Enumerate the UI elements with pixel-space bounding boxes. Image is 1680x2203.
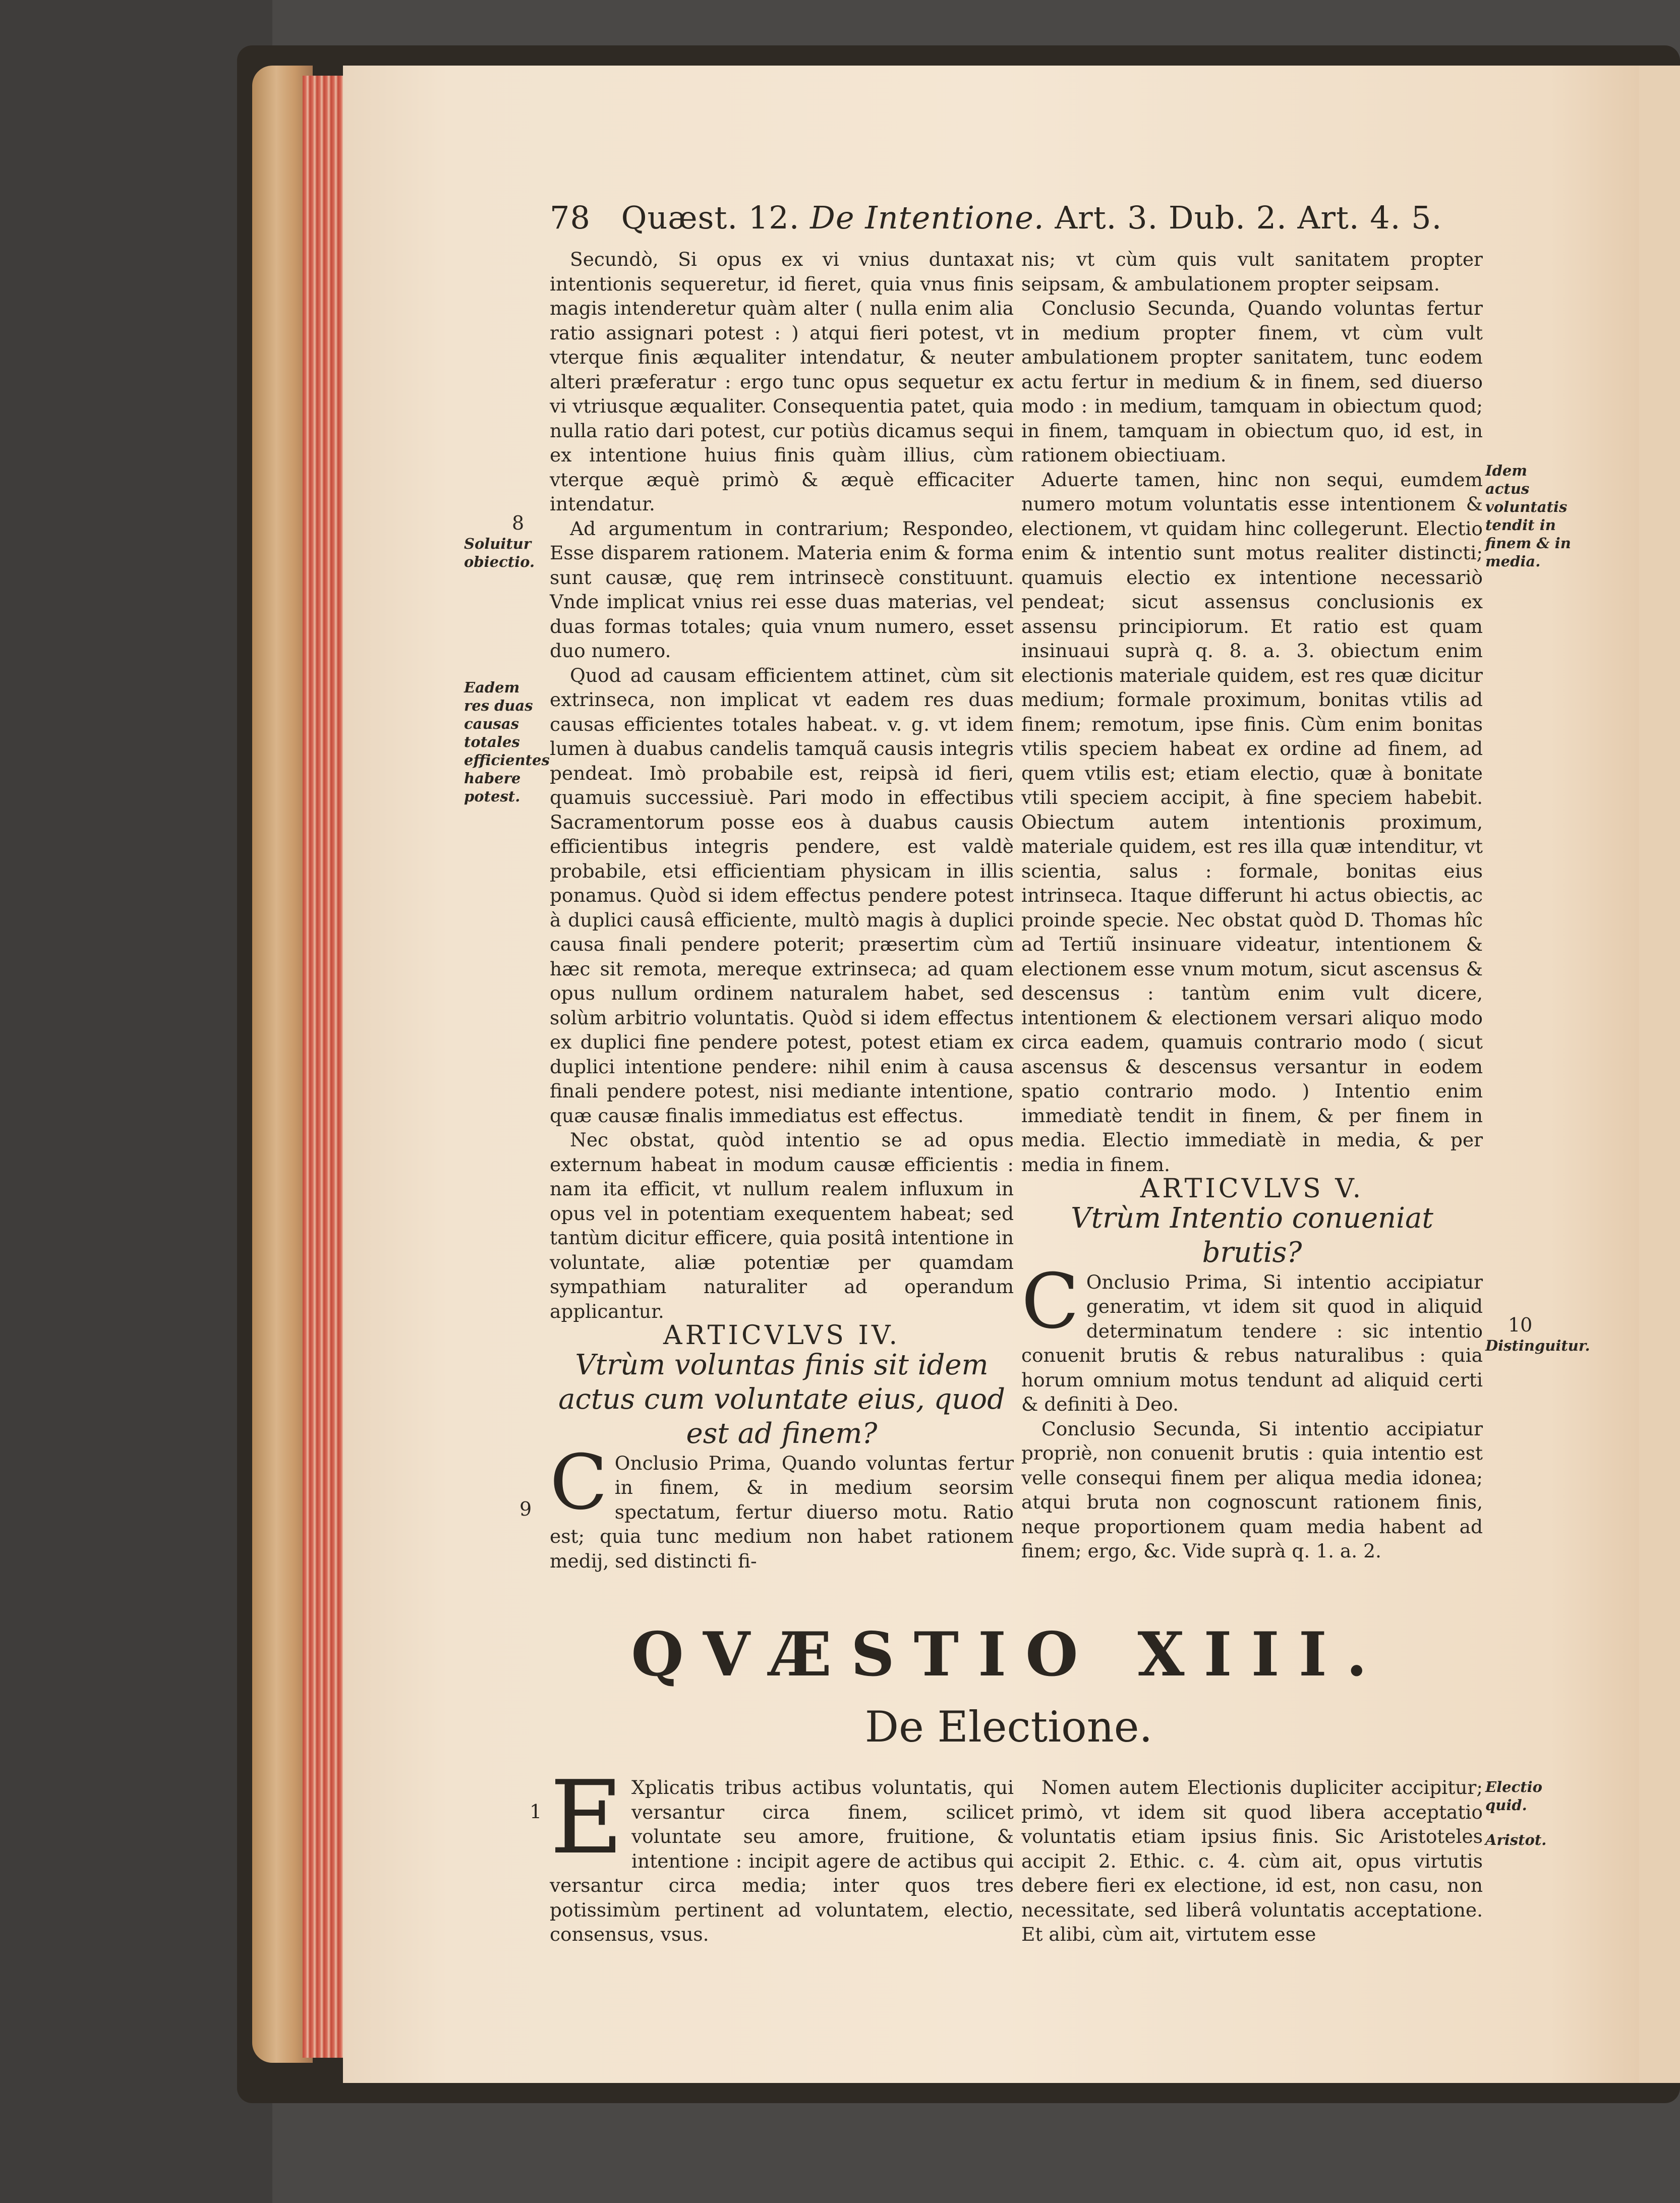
article-5-text: Onclusio Prima, Si intentio accipiatur generatim, vt idem sit quod in aliquid determinatum tendere : sic intentio conuenit brutis & rebus naturalibus : quia horum omnium motus tendunt ad aliquid certi & definiti à Deo. <box>1021 1270 1483 1415</box>
paragraph: Nomen autem Electionis dupliciter accipitur; primò, vt idem sit quod libera acceptatio voluntatis etiam ipsius finis. Sic Aristoteles accipit 2. Ethic. c. 4. cùm ait, opus virtutis debere fieri ex electione, id est, non casu, non necessitate, sed liberâ voluntatis acceptatione. Et alibi, cùm ait, virtutem esse <box>1021 1776 1483 1945</box>
article-5-question: Vtrùm Intentio conueniat brutis? <box>1071 1201 1433 1269</box>
drop-cap: C <box>1021 1257 1079 1346</box>
paragraph: Secundò, Si opus ex vi vnius duntaxat intentionis sequeretur, id fieret, quia vnus finis magis intenderetur quàm alter ( nulla enim alia ratio assignari potest : ) atqui fieri potest, vt vterque finis æqualiter intendatur, & neuter alteri præferatur : ergo tunc opus sequetur ex vi vtriusque æqualiter. Consequentia patet, quia nulla ratio dari potest, cur potiùs dicamus sequi ex intentione huius finis quàm illius, cùm vterque æquè primò & æquè efficaciter intendatur. <box>550 248 1014 515</box>
left-column <box>550 247 1014 1573</box>
article-4-text: Onclusio Prima, Quando voluntas fertur in finem, & in medium seorsim spectatum, fertur diuerso motu. Ratio est; quia tunc medium non habet rationem medij, sed distincti fi- <box>550 1452 1014 1572</box>
question-13-left-column <box>550 1759 1014 1947</box>
margin-note-eadem-res: Eadem res duas causas totales efficientes habere potest. <box>464 679 550 805</box>
paragraph: Nec obstat, quòd intentio se ad opus externum habeat in modum causæ efficientis : nam ita efficit, vt nullum realem influxum in opus vel in potentiam exequentem habeat; sed tantùm dicitur efficere, quia positâ intentione in voluntate, aliæ potentiæ per quamdam sympathiam naturaliter ad operandum applicantur. <box>550 1129 1014 1322</box>
article-5-conclusion-1 <box>1021 1257 1483 1417</box>
article-5-conclusion-2: Conclusio Secunda, Si intentio accipiatur propriè, non conuenit brutis : quia intentio est velle consequi finem per aliqua media idonea; atqui bruta non cognoscunt rationem finis, neque proportionem quam media habent ad finem; ergo, &c. Vide suprà q. 1. a. 2. <box>1021 1417 1483 1562</box>
page-number: 78 <box>550 199 591 236</box>
header-topic: De Intentione. <box>810 199 1045 236</box>
margin-note-electio-quid: Electio quid. <box>1485 1778 1542 1814</box>
article-4-question: Vtrùm voluntas finis sit idem actus cum voluntate eius, quod est ad finem? <box>558 1348 1005 1450</box>
right-column <box>1021 247 1483 1563</box>
drop-cap: C <box>550 1438 608 1527</box>
margin-note-idem-actus: Idem actus voluntatis tendit in finem & in media. <box>1485 462 1571 570</box>
paragraph: Conclusio Secunda, Quando voluntas fertur in medium propter finem, vt cùm vult ambulationem propter sanitatem, tunc eodem actu fertur in medium & in finem, sed diuerso modo : in medium, tamquam in obiectum quod; in finem, tamquam in obiectum quo, id est, in rationem obiectiuam. <box>1021 297 1483 466</box>
margin-number-8: 8 <box>512 512 525 534</box>
margin-number-1: 1 <box>530 1801 542 1823</box>
article-5-title: ARTICVLVS V. <box>1140 1174 1364 1204</box>
margin-note-soluitur: Soluitur obiectio. <box>464 535 535 570</box>
background <box>0 0 272 2203</box>
header-question: Quæst. 12. <box>621 199 800 236</box>
margin-number-9: 9 <box>519 1498 532 1520</box>
question-13-subtitle: De Electione. <box>864 1702 1153 1752</box>
question-13-title: QVÆSTIO XIII. <box>631 1619 1386 1690</box>
paragraph: Aduerte tamen, hinc non sequi, eumdem numero motum voluntatis esse intentionem & electionem, vt quidam hinc collegerunt. Electio enim & intentio sunt motus realiter distincti; quamuis electio ex intentione necessariò pendeat; sicut assensus conclusionis ex assensu principiorum. Et ratio est quam insinuaui suprà q. 8. a. 3. obiectum enim electionis materiale quidem, est res quæ dicitur medium; formale proximum, bonitas vtilis ad finem; remotum, ipse finis. Cùm enim bonitas vtilis speciem habeat ex ordine ad finem, ad quem vtilis est; etiam electio, quæ à bonitate vtili speciem accipit, à fine speciem habebit. Obiectum autem intentionis proximum, materiale quidem, est res illa quæ intenditur, vt scientia, salus : formale, bonitas eius intrinseca. Itaque differunt hi actus obiectis, ac proinde specie. Nec obstat quòd D. Thomas hîc ad Tertiũ insinuare videatur, intentionem & electionem esse vnum motum, sicut ascensus & descensus : tantùm enim vult dicere, intentionem & electionem versari aliquo modo circa eadem, quamuis contrario modo ( sicut ascensus & descensus versantur in eodem spatio contrario modo. ) Intentio enim immediatè tendit in finem, & per finem in media. Electio immediatè in media, & per media in finem. <box>1021 468 1483 1176</box>
margin-note-distinguitur: Distinguitur. <box>1485 1337 1590 1354</box>
red-page-edges <box>303 76 348 2058</box>
margin-number-10: 10 <box>1508 1314 1533 1336</box>
running-header <box>550 199 1442 236</box>
question-13-right-column <box>1021 1775 1483 1947</box>
question-13-intro <box>550 1759 1014 1947</box>
margin-note-aristot: Aristot. <box>1485 1831 1547 1848</box>
drop-cap: E <box>550 1759 623 1877</box>
question-13-intro-text: Xplicatis tribus actibus voluntatis, qui versantur circa finem, scilicet voluntate seu amore, fruitione, & intentione : incipit agere de actibus qui versantur circa media; inter quos tres potissimùm pertinent ad voluntatem, electio, consensus, vsus. <box>550 1776 1014 1945</box>
paragraph: Ad argumentum in contrarium; Respondeo, Esse disparem rationem. Materia enim & forma sunt causæ, quę rem intrinsecè constituunt. Vnde implicat vnius rei esse duas materias, vel duas formas totales; quia vnum numero, esset duo numero. <box>550 517 1014 662</box>
paragraph: Quod ad causam efficientem attinet, cùm sit extrinseca, non implicat vt eadem res duas causas efficientes totales habeat. v. g. vt idem lumen à duabus candelis tamquã causis integris pendeat. Imò probabile est, reipsà id fieri, quamuis successiuè. Pari modo in effectibus Sacramentorum posse eos à duabus causis efficientibus integris pendere, est valdè probabile, etsi efficientiam physicam in illis ponamus. Quòd si idem effectus pendere potest à duplici causâ efficiente, multò magis à duplici causa finali pendere poterit; præsertim cùm hæc sit remota, mereque extrinseca; ad quam opus nullum ordinem naturalem habet, sed solùm arbitrio voluntatis. Quòd si idem effectus ex duplici fine pendere potest, potest etiam ex duplici intentione pendere: nihil enim à causa finali pendere potest, nisi mediante intentione, quæ causæ finalis immediatus est effectus. <box>550 664 1014 1127</box>
article-4-title: ARTICVLVS IV. <box>663 1320 900 1351</box>
facing-page-edge <box>1639 66 1680 2083</box>
article-4-conclusion <box>550 1438 1014 1574</box>
paragraph: nis; vt cùm quis vult sanitatem propter seipsam, & ambulationem propter seipsam. <box>1021 248 1483 295</box>
header-articles: Art. 3. Dub. 2. Art. 4. 5. <box>1055 199 1442 236</box>
